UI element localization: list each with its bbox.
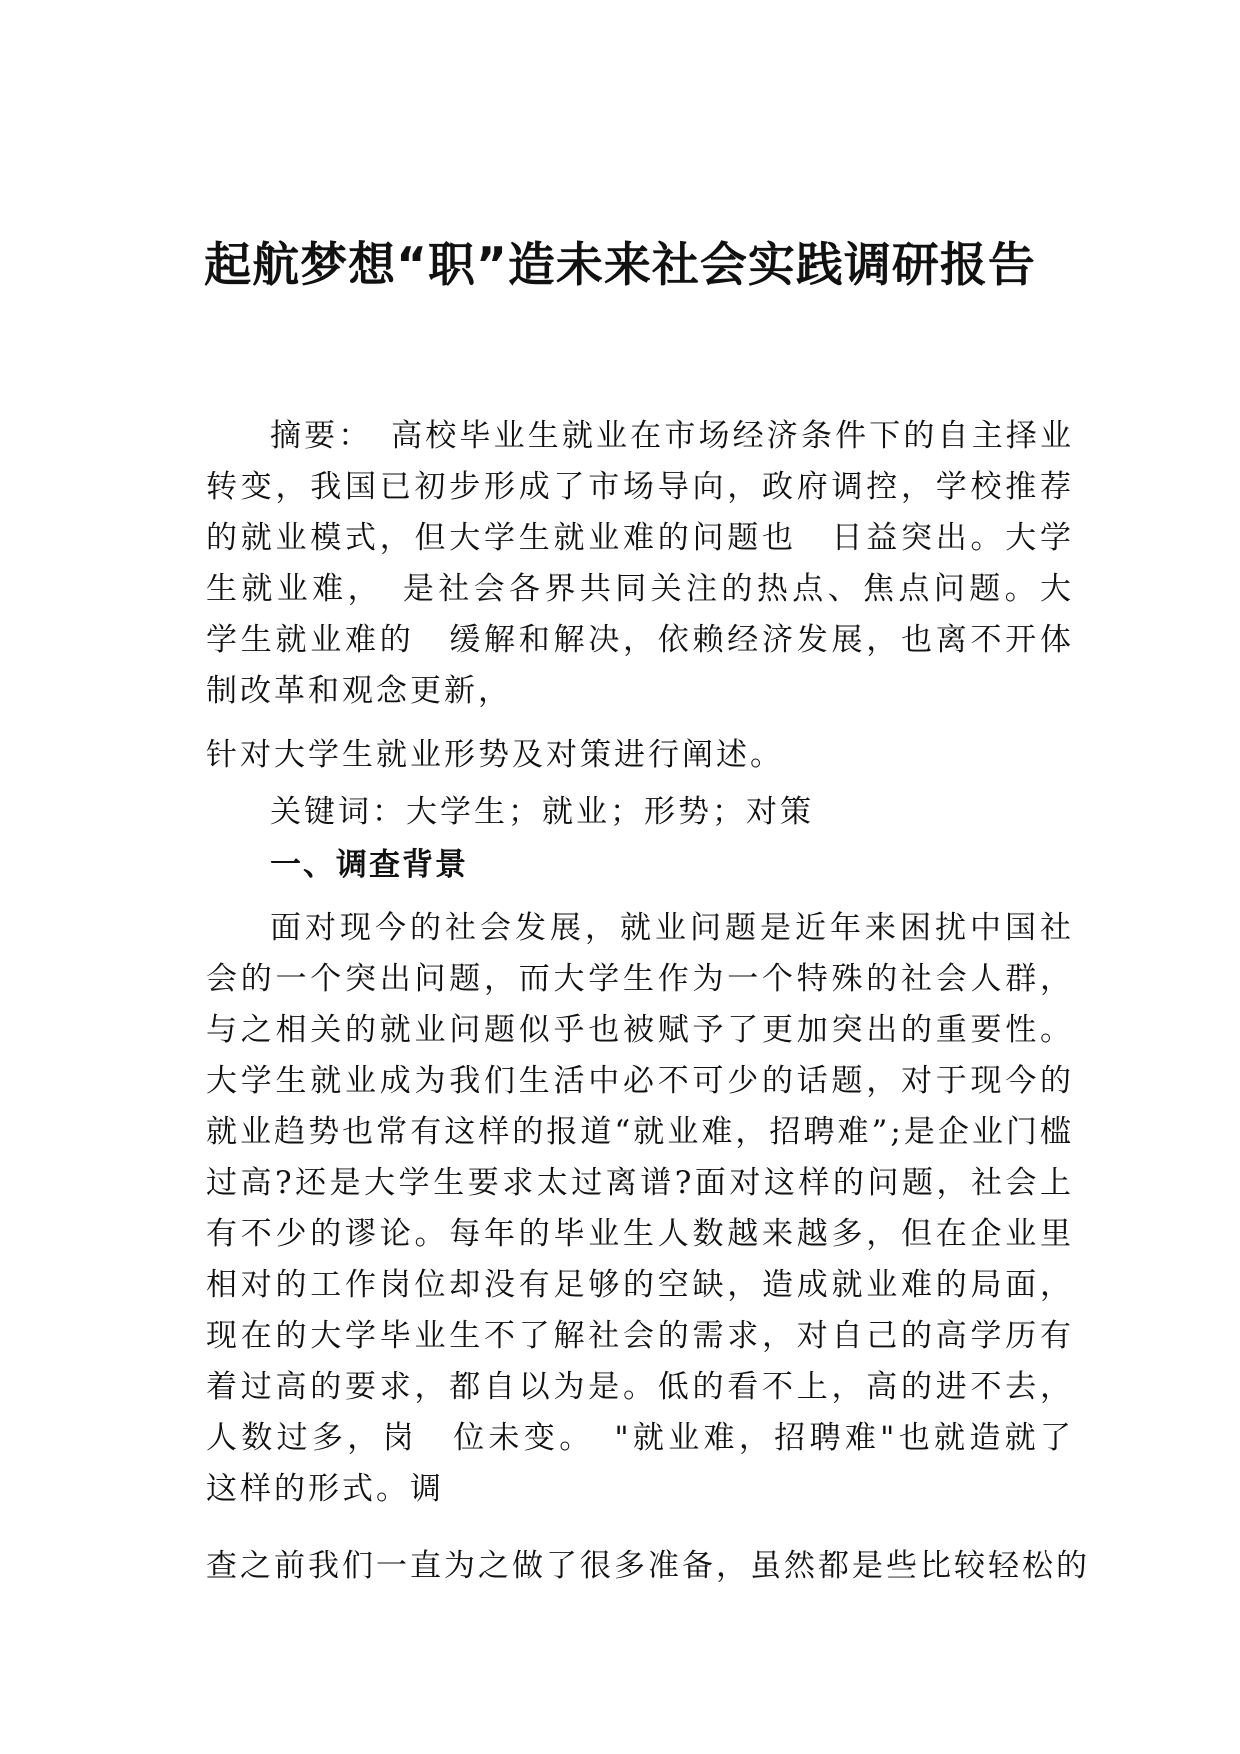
section-continuation: 查之前我们一直为之做了很多准备，虽然都是些比较轻松的 (206, 1548, 1090, 1584)
section-paragraph: 面对现今的社会发展，就业问题是近年来困扰中国社会的一个突出问题，而大学生作为一个特殊的社会人群，与之相关的就业问题似乎也被赋予了更加突出的重要性。大学生就业成为我们生活中必不可少的话题，对于现今的就业趋势也常有这样的报道“就业难，招聘难”;是企业门槛过高?还是大学生要求太过离谱?面对这样的问题，社会上有不少的谬论。每年的毕业生人数越来越多，但在企业里相对的工作岗位却没有足够的空缺，造成就业难的局面，现在的大学毕业生不了解社会的需求，对自己的高学历有着过高的要求，都自以为是。低的看不上，高的进不去，人数过多，岗 位未变。 "就业难，招聘难"也就造就了这样的形式。调 (206, 910, 1074, 1507)
abstract-paragraph (206, 411, 1074, 717)
section-heading-background: 一、调查背景 (270, 847, 468, 883)
abstract-text: 高校毕业生就业在市场经济条件下的自主择业转变，我国已初步形成了市场导向，政府调控，学校推荐的就业模式，但大学生就业难的问题也 日益突出。大学生就业难， 是社会各界共同关注的热点、焦点问题。大学生就业难的 缓解和解决，依赖经济发展，也离不开体制改革和观念更新， (206, 418, 1075, 709)
abstract-label: 摘要： (270, 418, 357, 454)
keywords-line: 关键词：大学生；就业；形势；对策 (270, 794, 814, 830)
document-title: 起航梦想“职”造未来社会实践调研报告 (204, 238, 1036, 293)
abstract-continuation: 针对大学生就业形势及对策进行阐述。 (206, 737, 784, 773)
